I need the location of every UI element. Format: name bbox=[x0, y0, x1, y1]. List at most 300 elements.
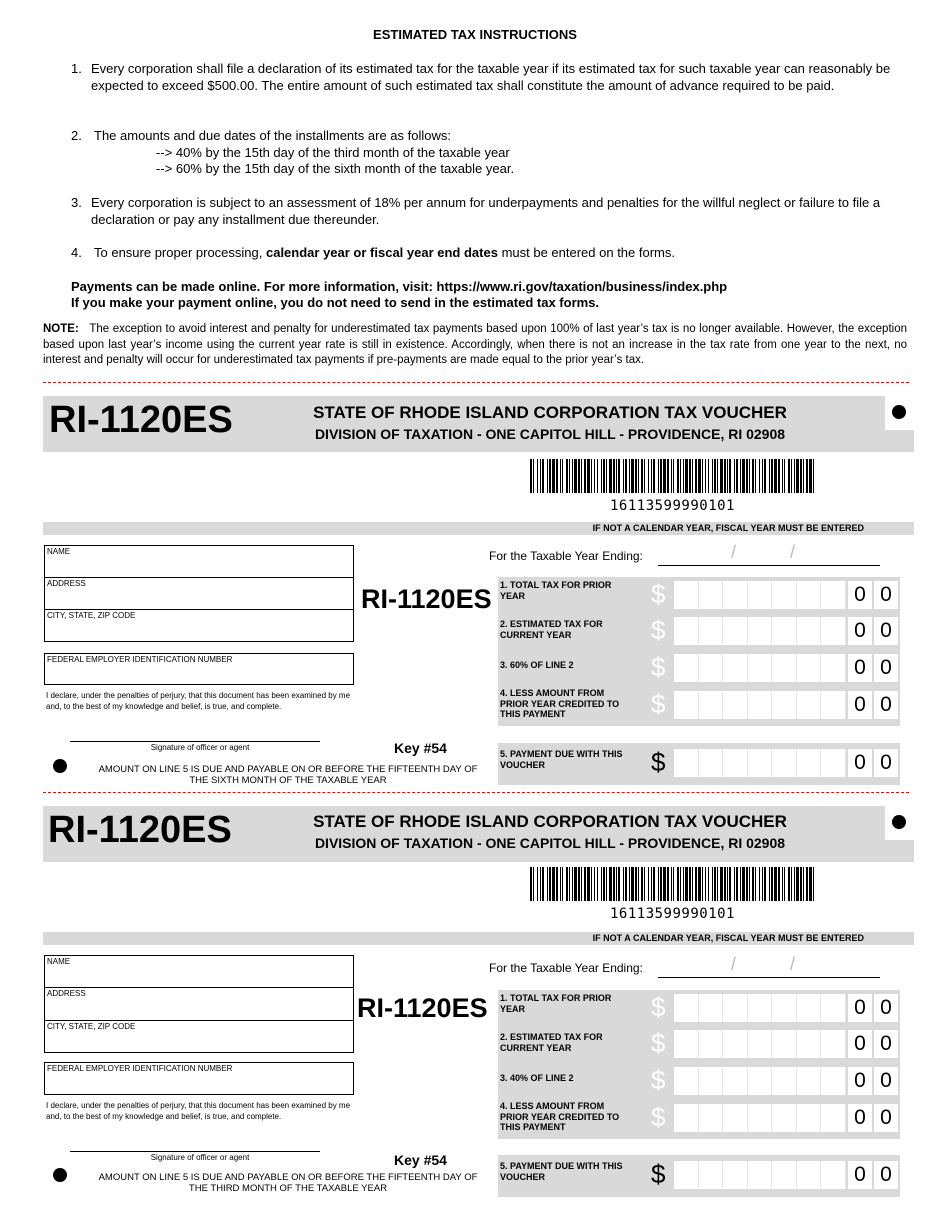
cent-digit: 0 bbox=[874, 691, 898, 719]
barcode-bar bbox=[809, 867, 812, 901]
tax-line-label: 2. ESTIMATED TAX FOR CURRENT YEAR bbox=[500, 619, 603, 640]
digit-cell[interactable] bbox=[797, 749, 822, 777]
digit-cell[interactable] bbox=[723, 654, 748, 682]
date-separator: / bbox=[731, 542, 737, 562]
barcode-bar bbox=[540, 459, 541, 493]
signature-line[interactable] bbox=[70, 1151, 320, 1152]
barcode-bar bbox=[587, 867, 590, 901]
barcode-bar bbox=[677, 867, 679, 901]
barcode-bar bbox=[635, 459, 637, 493]
barcode-bar bbox=[578, 867, 580, 901]
perjury-declaration: I declare, under the penalties of perjury, that this document has been examined by me and, to the best of my knowledge and belief, is true, and complete. bbox=[46, 1101, 351, 1121]
amount-input[interactable] bbox=[674, 654, 846, 682]
form-id-middle: RI-1120ES bbox=[361, 584, 492, 614]
barcode-bar bbox=[813, 459, 814, 493]
digit-cell[interactable] bbox=[723, 1161, 748, 1189]
barcode-bar bbox=[800, 459, 802, 493]
cent-digit: 0 bbox=[848, 749, 872, 777]
item-sub-1: --> 40% by the 15th day of the third month of the taxable year bbox=[156, 144, 510, 160]
barcode-bar bbox=[729, 867, 731, 901]
cent-digit: 0 bbox=[874, 1067, 898, 1095]
barcode-bar bbox=[778, 459, 780, 493]
barcode-bar bbox=[800, 867, 802, 901]
registration-mark bbox=[892, 815, 906, 829]
key-number: Key #54 bbox=[394, 1152, 447, 1168]
tax-line-2 bbox=[498, 613, 900, 647]
barcode-bar bbox=[734, 867, 735, 901]
barcode-bar bbox=[658, 867, 659, 901]
digit-cell[interactable] bbox=[748, 994, 773, 1022]
barcode-bar bbox=[584, 867, 586, 901]
digit-cell[interactable] bbox=[821, 581, 846, 609]
barcode-bar bbox=[638, 867, 639, 901]
barcode-bar bbox=[562, 867, 563, 901]
cents-field bbox=[848, 691, 898, 719]
cent-digit: 0 bbox=[874, 581, 898, 609]
cents-field bbox=[848, 1161, 898, 1189]
amount-input[interactable] bbox=[674, 691, 846, 719]
digit-cell[interactable] bbox=[699, 749, 724, 777]
digit-cell[interactable] bbox=[772, 617, 797, 645]
instruction-item-2 bbox=[71, 128, 901, 178]
barcode-bar bbox=[547, 459, 548, 493]
barcode-bar bbox=[606, 459, 607, 493]
barcode-bar bbox=[594, 867, 595, 901]
form-id: RI-1120ES bbox=[49, 399, 233, 441]
barcode-bar bbox=[560, 867, 561, 901]
city-label: CITY, STATE, ZIP CODE bbox=[47, 1022, 136, 1031]
barcode-bar bbox=[714, 459, 716, 493]
barcode-bar bbox=[771, 459, 773, 493]
item-text: The amounts and due dates of the installments are as follows: bbox=[94, 128, 451, 143]
digit-cell[interactable] bbox=[821, 1067, 846, 1095]
barcode-bar bbox=[752, 459, 754, 493]
digit-cell[interactable] bbox=[674, 994, 699, 1022]
tax-line-label: 5. PAYMENT DUE WITH THIS VOUCHER bbox=[500, 1161, 623, 1182]
barcode-bar bbox=[660, 867, 662, 901]
tax-line-label: 4. LESS AMOUNT FROM PRIOR YEAR CREDITED TO THIS PAYMENT bbox=[500, 1101, 620, 1132]
digit-cell[interactable] bbox=[748, 1030, 773, 1058]
digit-cell[interactable] bbox=[699, 1104, 724, 1132]
barcode-bar bbox=[759, 459, 760, 493]
cents-field bbox=[848, 1030, 898, 1058]
barcode-bar bbox=[685, 867, 688, 901]
note-paragraph bbox=[43, 322, 907, 369]
tax-lines-panel bbox=[498, 577, 900, 726]
barcode-bar bbox=[685, 459, 688, 493]
tax-lines-panel bbox=[498, 990, 900, 1139]
digit-cell[interactable] bbox=[797, 617, 822, 645]
barcode-bar bbox=[648, 867, 649, 901]
barcode-bar bbox=[755, 867, 756, 901]
barcode-bar bbox=[749, 459, 750, 493]
item-text-bold: calendar year or fiscal year end dates bbox=[265, 245, 498, 260]
barcode-bar bbox=[542, 867, 544, 901]
tax-line-label: 3. 40% OF LINE 2 bbox=[500, 1073, 574, 1083]
barcode-bar bbox=[803, 867, 804, 901]
barcode-bar bbox=[746, 867, 748, 901]
barcode-bar bbox=[603, 867, 605, 901]
barcode-bar bbox=[762, 867, 763, 901]
fein-field[interactable] bbox=[44, 653, 354, 685]
barcode-bar bbox=[673, 867, 674, 901]
cents-field bbox=[848, 654, 898, 682]
barcode-bar bbox=[594, 459, 595, 493]
digit-cell[interactable] bbox=[797, 581, 822, 609]
digit-cell[interactable] bbox=[699, 654, 724, 682]
digit-cell[interactable] bbox=[699, 1030, 724, 1058]
barcode-bar bbox=[806, 459, 808, 493]
barcode-bar bbox=[658, 459, 659, 493]
city-state-zip-field[interactable] bbox=[44, 609, 354, 642]
digit-cell[interactable] bbox=[797, 1067, 822, 1095]
barcode-bar bbox=[720, 867, 723, 901]
cent-digit: 0 bbox=[848, 691, 872, 719]
amount-input[interactable] bbox=[674, 1161, 846, 1189]
barcode-bar bbox=[574, 459, 577, 493]
taxable-year-field[interactable] bbox=[658, 551, 880, 566]
digit-cell[interactable] bbox=[674, 1104, 699, 1132]
amount-input[interactable] bbox=[674, 1104, 846, 1132]
barcode-bar bbox=[613, 867, 615, 901]
cent-digit: 0 bbox=[874, 1161, 898, 1189]
digit-cell[interactable] bbox=[797, 691, 822, 719]
barcode-bar bbox=[813, 867, 814, 901]
digit-cell[interactable] bbox=[699, 617, 724, 645]
barcode-bar bbox=[695, 459, 697, 493]
digit-cell[interactable] bbox=[797, 1030, 822, 1058]
tax-line-5 bbox=[498, 745, 900, 779]
barcode-bar bbox=[625, 459, 627, 493]
digit-cell[interactable] bbox=[699, 691, 724, 719]
item-text-pre: To ensure proper processing, bbox=[94, 245, 266, 260]
barcode-bar bbox=[556, 867, 558, 901]
digit-cell[interactable] bbox=[821, 749, 846, 777]
barcode-bar bbox=[784, 459, 785, 493]
address-label: ADDRESS bbox=[47, 579, 86, 588]
barcode-bar bbox=[651, 459, 652, 493]
cut-line bbox=[43, 382, 909, 383]
barcode-bar bbox=[755, 459, 756, 493]
barcode-bar bbox=[752, 867, 754, 901]
cents-field bbox=[848, 994, 898, 1022]
barcode-bar bbox=[680, 867, 681, 901]
name-field[interactable] bbox=[44, 955, 354, 988]
barcode-bar bbox=[698, 459, 701, 493]
voucher-address: DIVISION OF TAXATION - ONE CAPITOL HILL - PROVIDENCE, RI 02908 bbox=[314, 835, 786, 851]
barcode-bar bbox=[651, 867, 652, 901]
digit-cell[interactable] bbox=[797, 654, 822, 682]
dollar-sign: $ bbox=[651, 1102, 666, 1132]
key-number: Key #54 bbox=[394, 740, 447, 756]
barcode-bar bbox=[572, 867, 573, 901]
digit-cell[interactable] bbox=[748, 1161, 773, 1189]
address-field[interactable] bbox=[44, 987, 354, 1021]
digit-cell[interactable] bbox=[674, 1161, 699, 1189]
cent-digit: 0 bbox=[874, 1104, 898, 1132]
barcode-bar bbox=[762, 459, 763, 493]
digit-cell[interactable] bbox=[674, 1067, 699, 1095]
online-payment-note: If you make your payment online, you do not need to send in the estimated tax forms. bbox=[71, 295, 600, 310]
barcode-bar bbox=[667, 459, 669, 493]
barcode-bar bbox=[702, 459, 703, 493]
digit-cell[interactable] bbox=[821, 1030, 846, 1058]
digit-cell[interactable] bbox=[821, 691, 846, 719]
digit-cell[interactable] bbox=[723, 1030, 748, 1058]
barcode-bar bbox=[581, 459, 582, 493]
due-date-text: AMOUNT ON LINE 5 IS DUE AND PAYABLE ON OR BEFORE THE FIFTEENTH DAY OF THE SIXTH MONTH OF THE TAXABLE YEAR bbox=[98, 764, 478, 786]
tax-line-5 bbox=[498, 1157, 900, 1191]
barcode-bar bbox=[742, 459, 745, 493]
digit-cell[interactable] bbox=[748, 617, 773, 645]
barcode-bar bbox=[578, 459, 580, 493]
barcode-bar bbox=[629, 867, 630, 901]
digit-cell[interactable] bbox=[772, 654, 797, 682]
digit-cell[interactable] bbox=[772, 1161, 797, 1189]
digit-cell[interactable] bbox=[748, 654, 773, 682]
barcode-bar bbox=[778, 867, 780, 901]
digit-cell[interactable] bbox=[674, 617, 699, 645]
barcode-bar bbox=[683, 867, 684, 901]
name-label: NAME bbox=[47, 547, 71, 556]
barcode-bar bbox=[759, 867, 760, 901]
barcode-bar bbox=[641, 459, 643, 493]
digit-cell[interactable] bbox=[674, 581, 699, 609]
barcode-bar bbox=[689, 867, 691, 901]
instruction-item-3 bbox=[71, 195, 901, 228]
digit-cell[interactable] bbox=[797, 1104, 822, 1132]
cent-digit: 0 bbox=[874, 617, 898, 645]
barcode-bar bbox=[695, 867, 697, 901]
dollar-sign: $ bbox=[651, 992, 666, 1022]
instruction-item-4 bbox=[71, 245, 901, 262]
item-text bbox=[94, 245, 901, 262]
item-number: 1. bbox=[71, 61, 82, 76]
digit-cell[interactable] bbox=[723, 1104, 748, 1132]
dollar-sign: $ bbox=[651, 689, 666, 719]
digit-cell[interactable] bbox=[797, 994, 822, 1022]
signature-line[interactable] bbox=[70, 741, 320, 742]
dollar-sign: $ bbox=[651, 579, 666, 609]
digit-cell[interactable] bbox=[772, 691, 797, 719]
item-number: 3. bbox=[71, 195, 82, 210]
fein-field[interactable] bbox=[44, 1062, 354, 1095]
barcode-bar bbox=[560, 459, 561, 493]
barcode-bar bbox=[530, 459, 532, 493]
date-separator: / bbox=[731, 954, 737, 974]
digit-cell[interactable] bbox=[674, 654, 699, 682]
signature-label: Signature of officer or agent bbox=[150, 1153, 250, 1162]
due-date-text: AMOUNT ON LINE 5 IS DUE AND PAYABLE ON OR BEFORE THE FIFTEENTH DAY OF THE THIRD MONTH OF THE TAXABLE YEAR bbox=[98, 1172, 478, 1194]
barcode-bar bbox=[717, 459, 718, 493]
barcode-bar bbox=[692, 459, 693, 493]
digit-cell[interactable] bbox=[797, 1161, 822, 1189]
barcode-bar bbox=[736, 867, 738, 901]
tax-line-3 bbox=[498, 1063, 900, 1097]
digit-cell[interactable] bbox=[723, 749, 748, 777]
perjury-declaration: I declare, under the penalties of perjury, that this document has been examined by me and, to the best of my knowledge and belief, is true, and complete. bbox=[46, 691, 351, 711]
tax-line-label: 5. PAYMENT DUE WITH THIS VOUCHER bbox=[500, 749, 623, 770]
barcode-bar bbox=[749, 867, 750, 901]
digit-cell[interactable] bbox=[748, 691, 773, 719]
digit-cell[interactable] bbox=[723, 691, 748, 719]
amount-input[interactable] bbox=[674, 749, 846, 777]
barcode-bar bbox=[784, 867, 785, 901]
barcode-bar bbox=[601, 459, 602, 493]
barcode-bar bbox=[663, 459, 666, 493]
cent-digit: 0 bbox=[848, 1030, 872, 1058]
voucher-title: STATE OF RHODE ISLAND CORPORATION TAX VOUCHER bbox=[313, 403, 787, 422]
amount-input[interactable] bbox=[674, 581, 846, 609]
digit-cell[interactable] bbox=[748, 1104, 773, 1132]
item-number: 4. bbox=[71, 245, 82, 260]
digit-cell[interactable] bbox=[723, 994, 748, 1022]
digit-cell[interactable] bbox=[699, 1161, 724, 1189]
voucher-title: STATE OF RHODE ISLAND CORPORATION TAX VOUCHER bbox=[313, 812, 787, 831]
barcode-bar bbox=[705, 459, 706, 493]
digit-cell[interactable] bbox=[772, 994, 797, 1022]
barcode-bar bbox=[796, 867, 799, 901]
barcode-bar bbox=[540, 867, 541, 901]
barcode-bar bbox=[629, 459, 630, 493]
registration-mark bbox=[892, 405, 906, 419]
taxable-year-label: For the Taxable Year Ending: bbox=[489, 961, 643, 975]
barcode-bar bbox=[774, 459, 777, 493]
barcode-bar bbox=[533, 459, 534, 493]
barcode-bar bbox=[677, 459, 679, 493]
digit-cell[interactable] bbox=[821, 1104, 846, 1132]
digit-cell[interactable] bbox=[723, 1067, 748, 1095]
barcode-bar bbox=[533, 867, 534, 901]
barcode-bar bbox=[740, 459, 741, 493]
digit-cell[interactable] bbox=[674, 1030, 699, 1058]
barcode-bar bbox=[782, 867, 783, 901]
address-field[interactable] bbox=[44, 577, 354, 610]
online-payment-line: Payments can be made online. For more information, visit: https://www.ri.gov/taxation/business/index.php bbox=[71, 279, 728, 294]
barcode-bar bbox=[717, 867, 718, 901]
instructions-title: ESTIMATED TAX INSTRUCTIONS bbox=[373, 27, 577, 42]
digit-cell[interactable] bbox=[699, 1067, 724, 1095]
barcode-bar bbox=[782, 459, 783, 493]
amount-input[interactable] bbox=[674, 1030, 846, 1058]
barcode-bar bbox=[552, 459, 555, 493]
barcode-bar bbox=[671, 867, 672, 901]
digit-cell[interactable] bbox=[674, 749, 699, 777]
barcode-bar bbox=[794, 459, 795, 493]
cent-digit: 0 bbox=[874, 994, 898, 1022]
digit-cell[interactable] bbox=[699, 994, 724, 1022]
digit-cell[interactable] bbox=[772, 1067, 797, 1095]
digit-cell[interactable] bbox=[772, 749, 797, 777]
barcode-bar bbox=[556, 459, 558, 493]
amount-input[interactable] bbox=[674, 1067, 846, 1095]
item-number: 2. bbox=[71, 128, 82, 143]
tax-line-label: 1. TOTAL TAX FOR PRIOR YEAR bbox=[500, 580, 612, 601]
digit-cell[interactable] bbox=[772, 1104, 797, 1132]
digit-cell[interactable] bbox=[748, 1067, 773, 1095]
digit-cell[interactable] bbox=[748, 749, 773, 777]
digit-cell[interactable] bbox=[772, 581, 797, 609]
amount-input[interactable] bbox=[674, 994, 846, 1022]
digit-cell[interactable] bbox=[821, 617, 846, 645]
instruction-item-1 bbox=[71, 61, 901, 94]
barcode-bar bbox=[623, 867, 624, 901]
fiscal-notice: IF NOT A CALENDAR YEAR, FISCAL YEAR MUST BE ENTERED bbox=[592, 523, 864, 533]
barcode-bar bbox=[609, 459, 612, 493]
barcode-bar bbox=[574, 867, 577, 901]
barcode-bar bbox=[667, 867, 669, 901]
barcode-bar bbox=[566, 459, 568, 493]
digit-cell[interactable] bbox=[748, 581, 773, 609]
barcode-bar bbox=[616, 867, 617, 901]
barcode-bar bbox=[625, 867, 627, 901]
amount-input[interactable] bbox=[674, 617, 846, 645]
tax-line-4 bbox=[498, 1100, 900, 1134]
tax-line-label: 2. ESTIMATED TAX FOR CURRENT YEAR bbox=[500, 1032, 603, 1053]
barcode-bar bbox=[653, 459, 655, 493]
digit-cell[interactable] bbox=[699, 581, 724, 609]
barcode-bar bbox=[724, 867, 726, 901]
name-field[interactable] bbox=[44, 545, 354, 578]
dollar-sign: $ bbox=[651, 615, 666, 645]
barcode-bar bbox=[644, 867, 645, 901]
barcode-bar bbox=[618, 459, 620, 493]
barcode-bar bbox=[724, 459, 726, 493]
barcode-bar bbox=[742, 867, 745, 901]
barcode-bar bbox=[584, 459, 586, 493]
barcode-bar bbox=[549, 459, 551, 493]
barcode-bar bbox=[705, 867, 706, 901]
tax-line-2 bbox=[498, 1026, 900, 1060]
digit-cell[interactable] bbox=[821, 1161, 846, 1189]
barcode-bar bbox=[601, 867, 602, 901]
barcode-bar bbox=[552, 867, 555, 901]
barcode-bar bbox=[635, 867, 637, 901]
dollar-sign: $ bbox=[651, 652, 666, 682]
cent-digit: 0 bbox=[848, 1104, 872, 1132]
barcode-bar bbox=[714, 867, 716, 901]
item-text: Every corporation shall file a declaration of its estimated tax for the taxable year if its estimated tax for such taxable year can reasonably be expected to exceed $500.00. The entire amount of such estimated tax shall constitute the amount of advance required to be paid. bbox=[91, 61, 891, 93]
digit-cell[interactable] bbox=[821, 654, 846, 682]
barcode-bar bbox=[791, 459, 792, 493]
barcode-bar bbox=[809, 459, 812, 493]
digit-cell[interactable] bbox=[723, 617, 748, 645]
taxable-year-field[interactable] bbox=[658, 963, 880, 978]
barcode-bar bbox=[644, 459, 645, 493]
barcode-bar bbox=[542, 459, 544, 493]
digit-cell[interactable] bbox=[674, 691, 699, 719]
digit-cell[interactable] bbox=[821, 994, 846, 1022]
barcode-bar bbox=[597, 867, 598, 901]
registration-mark bbox=[53, 759, 67, 773]
barcode-bar bbox=[663, 867, 666, 901]
barcode-bar bbox=[788, 867, 790, 901]
digit-cell[interactable] bbox=[723, 581, 748, 609]
barcode-bar bbox=[603, 459, 605, 493]
barcode-bar bbox=[581, 867, 582, 901]
barcode-bar bbox=[613, 459, 615, 493]
cent-digit: 0 bbox=[848, 994, 872, 1022]
cents-field bbox=[848, 749, 898, 777]
item-sub-2: --> 60% by the 15th day of the sixth month of the taxable year. bbox=[156, 161, 515, 176]
city-state-zip-field[interactable] bbox=[44, 1020, 354, 1053]
digit-cell[interactable] bbox=[772, 1030, 797, 1058]
barcode-bar bbox=[631, 459, 634, 493]
barcode-bar bbox=[566, 867, 568, 901]
fein-label: FEDERAL EMPLOYER IDENTIFICATION NUMBER bbox=[47, 1064, 233, 1073]
barcode-bar bbox=[623, 459, 624, 493]
barcode-bar bbox=[720, 459, 723, 493]
